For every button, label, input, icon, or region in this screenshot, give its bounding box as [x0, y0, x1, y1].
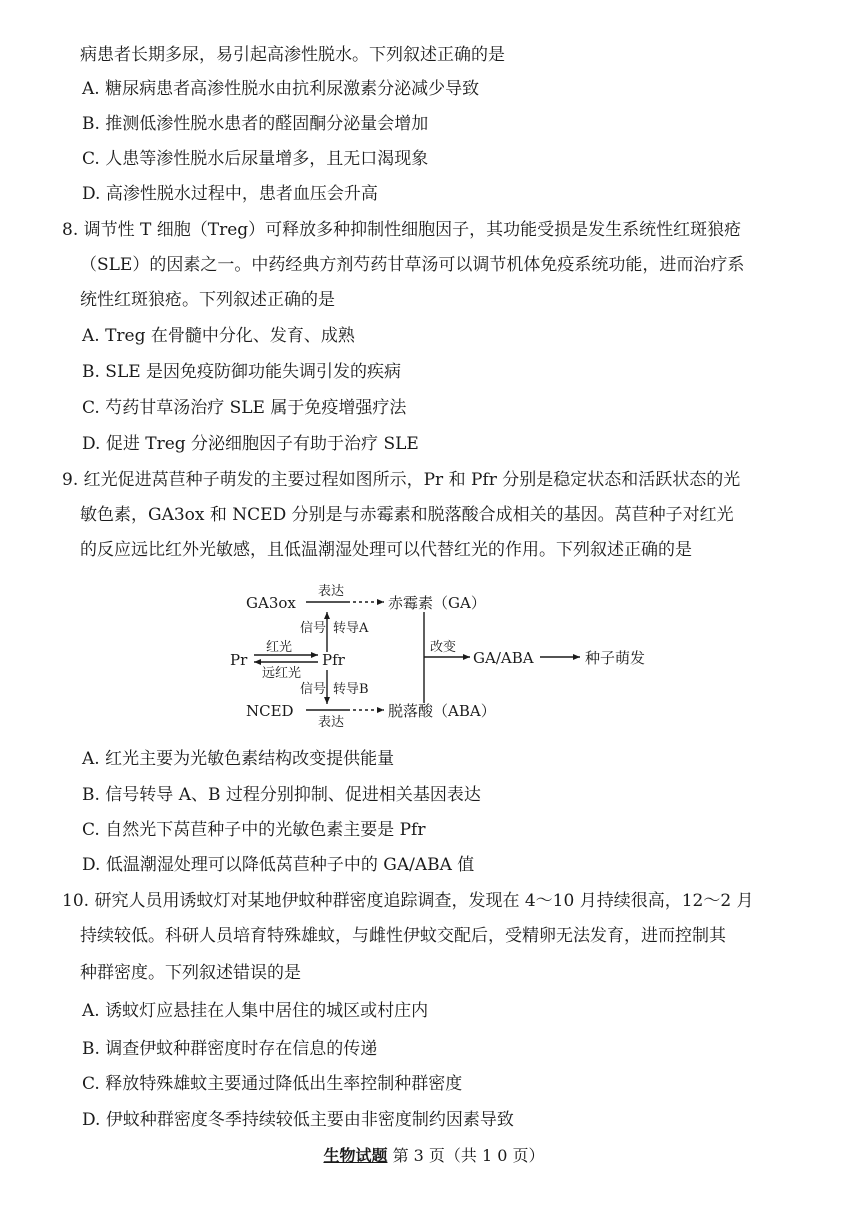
q8-stem-line-3: 统性红斑狼疮。下列叙述正确的是 [80, 290, 335, 310]
gene-nced-label: NCED [246, 702, 294, 720]
subject-title: 生物试题 [323, 1146, 388, 1165]
expression-label-top: 表达 [318, 584, 345, 599]
q9-stem-line-2: 敏色素，GA3ox 和 NCED 分别是与赤霉素和脱落酸合成相关的基因。莴苣种子对红光 [80, 505, 734, 525]
change-label: 改变 [430, 640, 457, 655]
q8-option-b: B. SLE 是因免疫防御功能失调引发的疾病 [82, 362, 402, 382]
q7-option-d: D. 高渗性脱水过程中，患者血压会升高 [82, 184, 378, 204]
q10-stem-line-3: 种群密度。下列叙述错误的是 [80, 963, 301, 983]
q8-option-a: A. Treg 在骨髓中分化、发育、成熟 [82, 326, 355, 346]
ga-aba-ratio-label: GA/ABA [473, 649, 534, 667]
q9-option-b: B. 信号转导 A、B 过程分别抑制、促进相关基因表达 [82, 785, 481, 805]
abscisic-acid-label: 脱落酸（ABA） [388, 702, 496, 720]
q10-option-d: D. 伊蚊种群密度冬季持续较低主要由非密度制约因素导致 [82, 1110, 514, 1130]
phytochrome-pfr-label: Pfr [322, 651, 345, 669]
q8-stem-line-1: 8. 调节性 T 细胞（Treg）可释放多种抑制性细胞因子，其功能受损是发生系统性红斑狼疮 [62, 220, 742, 240]
page-footer [0, 1143, 868, 1166]
q9-stem-line-3: 的反应远比红外光敏感，且低温潮湿处理可以代替红光的作用。下列叙述正确的是 [80, 540, 692, 560]
signal-a-label: 信号 [300, 621, 327, 636]
q10-stem-line-2: 持续较低。科研人员培育特殊雄蚊，与雌性伊蚊交配后，受精卵无法发育，进而控制其 [80, 926, 726, 946]
q10-option-b: B. 调查伊蚊种群密度时存在信息的传递 [82, 1039, 378, 1059]
gene-ga3ox-label: GA3ox [246, 594, 296, 612]
expression-label-bottom: 表达 [318, 715, 345, 728]
transduction-a-label: 转导A [333, 621, 369, 636]
q7-stem-continuation: 病患者长期多尿，易引起高渗性脱水。下列叙述正确的是 [80, 45, 505, 65]
q7-option-b: B. 推测低渗性脱水患者的醛固酮分泌量会增加 [82, 114, 429, 134]
q9-stem-line-1: 9. 红光促进莴苣种子萌发的主要过程如图所示，Pr 和 Pfr 分别是稳定状态和活跃状态的光 [62, 470, 741, 490]
q8-option-d: D. 促进 Treg 分泌细胞因子有助于治疗 SLE [82, 434, 419, 454]
q9-option-c: C. 自然光下莴苣种子中的光敏色素主要是 Pfr [82, 820, 426, 840]
phytochrome-pr-label: Pr [230, 651, 248, 669]
q10-option-c: C. 释放特殊雄蚊主要通过降低出生率控制种群密度 [82, 1074, 463, 1094]
q9-option-d: D. 低温潮湿处理可以降低莴苣种子中的 GA/ABA 值 [82, 855, 475, 875]
q8-stem-line-2: （SLE）的因素之一。中药经典方剂芍药甘草汤可以调节机体免疫系统功能，进而治疗系 [80, 255, 745, 275]
q7-option-c: C. 人患等渗性脱水后尿量增多，且无口渴现象 [82, 149, 429, 169]
seed-germination-label: 种子萌发 [585, 649, 646, 667]
q9-option-a: A. 红光主要为光敏色素结构改变提供能量 [82, 749, 395, 769]
germination-pathway-diagram [220, 578, 680, 728]
page-number: 第 3 页（共 1 0 页） [392, 1146, 545, 1165]
q10-stem-line-1: 10. 研究人员用诱蚊灯对某地伊蚊种群密度追踪调查，发现在 4～10 月持续很高，12～2 月 [62, 891, 754, 911]
red-light-label: 红光 [266, 640, 293, 655]
signal-b-label: 信号 [300, 682, 327, 697]
q8-option-c: C. 芍药甘草汤治疗 SLE 属于免疫增强疗法 [82, 398, 407, 418]
far-red-light-label: 远红光 [262, 666, 302, 681]
gibberellin-label: 赤霉素（GA） [388, 594, 486, 612]
transduction-b-label: 转导B [333, 682, 369, 697]
q7-option-a: A. 糖尿病患者高渗性脱水由抗利尿激素分泌减少导致 [82, 79, 480, 99]
q10-option-a: A. 诱蚊灯应悬挂在人集中居住的城区或村庄内 [82, 1001, 429, 1021]
